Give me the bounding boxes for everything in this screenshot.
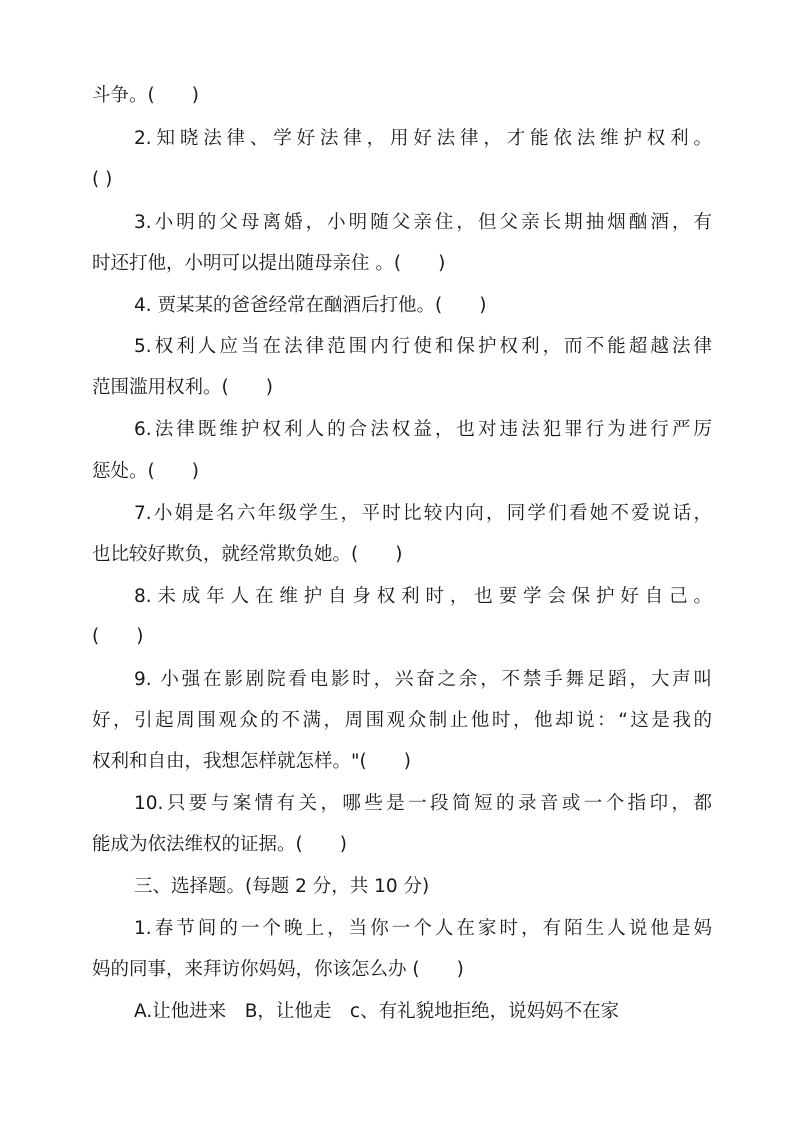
section-heading: 三、选择题。(每题 2 分，共 10 分) [134, 876, 430, 897]
statement-9: 9. 小强在影剧院看电影时，兴奋之余，不禁手舞足蹈，大声叫 [134, 669, 712, 690]
text-line: 权利和自由，我想怎样就怎样。"( ) [92, 751, 411, 772]
answer-blank-2: ( ) [92, 169, 113, 190]
text-line: 也比较好欺负，就经常欺负她。( ) [92, 544, 403, 565]
statement-8: 8.未成年人在维护自身权利时，也要学会保护好自己。 [134, 586, 712, 607]
text-line: 惩处。( ) [92, 461, 199, 482]
statement-4: 4. 贾某某的爸爸经常在酗酒后打他。( ) [134, 295, 487, 316]
statement-7: 7.小娟是名六年级学生，平时比较内向，同学们看她不爱说话， [134, 503, 712, 524]
text-line: 时还打他，小明可以提出随母亲住 。( ) [92, 253, 446, 274]
text-line: 妈的同事，来拜访你妈妈，你该怎么办 ( ) [92, 959, 464, 980]
statement-10: 10.只要与案情有关，哪些是一段简短的录音或一个指印，都 [134, 793, 712, 814]
statement-6: 6.法律既维护权利人的合法权益，也对违法犯罪行为进行严厉 [134, 419, 712, 440]
answer-options: A.让他进来 B，让他走 c、有礼貌地拒绝，说妈妈不在家 [134, 1001, 620, 1022]
text-line: 能成为依法维权的证据。( ) [92, 834, 347, 855]
text-line: 好，引起周围观众的不满，周围观众制止他时，他却说：“这是我的 [92, 710, 712, 731]
answer-blank-8: ( ) [92, 626, 144, 647]
text-line: 范围滥用权利。( ) [92, 377, 273, 398]
statement-3: 3.小明的父母离婚，小明随父亲住，但父亲长期抽烟酗酒，有 [134, 212, 712, 233]
question-1: 1.春节间的一个晚上，当你一个人在家时，有陌生人说他是妈 [134, 918, 712, 939]
text-line: 斗争。( ) [92, 85, 199, 106]
statement-5: 5.权利人应当在法律范围内行使和保护权利，而不能超越法律 [134, 336, 712, 357]
statement-2: 2.知晓法律、学好法律，用好法律，才能依法维护权利。 [134, 128, 712, 149]
